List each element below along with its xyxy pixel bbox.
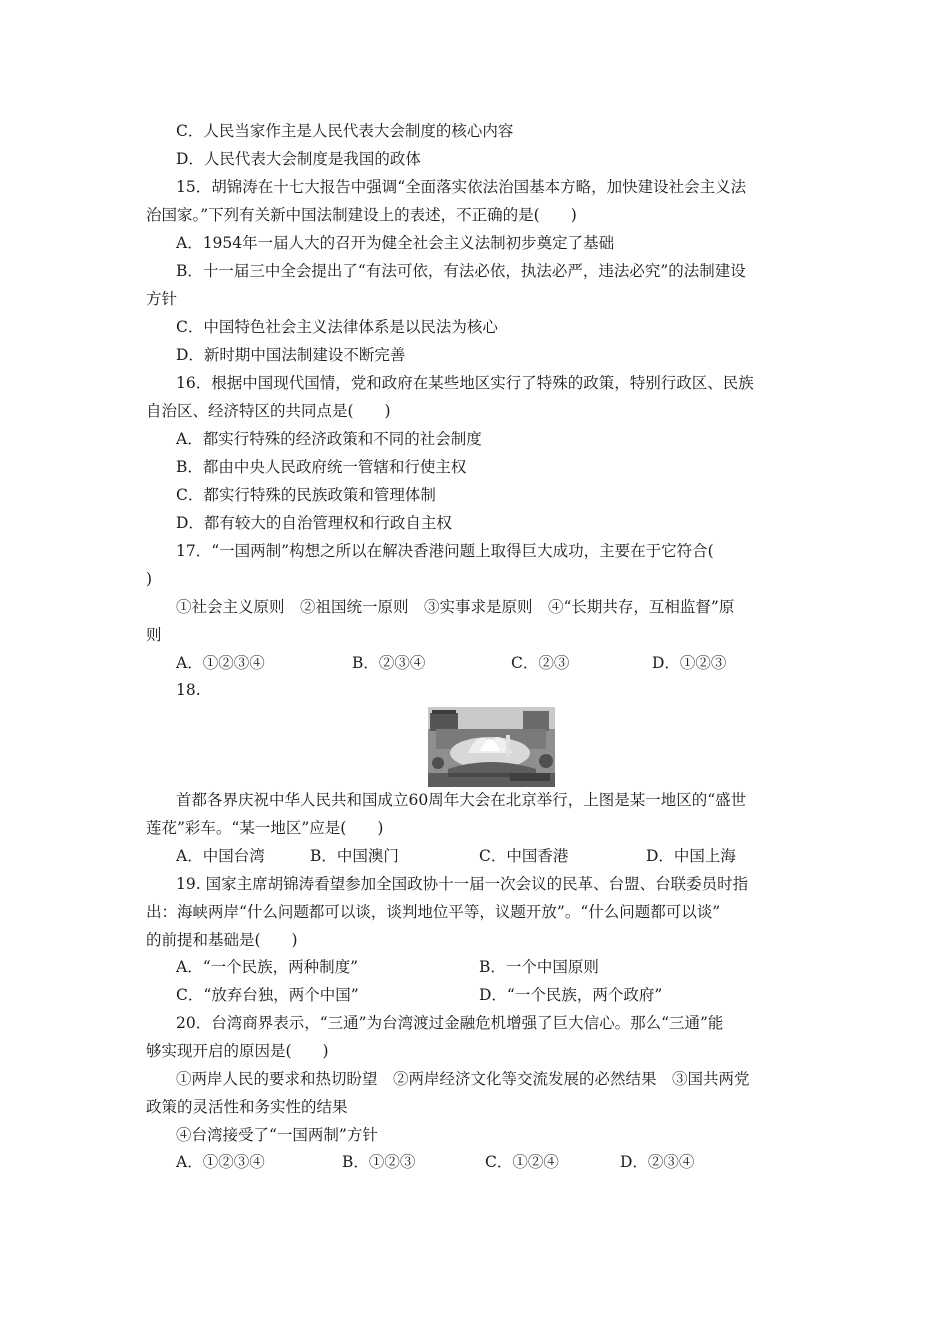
q15-option-b: B．十一届三中全会提出了“有法可依，有法必依，执法必严，违法必究”的法制建设 [176,262,746,280]
q16-option-a: A．都实行特殊的经济政策和不同的社会制度 [176,430,482,448]
lotus-float-image [428,707,555,787]
q19-option-c: C．“放弃台独，两个中国” [176,986,359,1004]
q16-option-b: B．都由中央人民政府统一管辖和行使主权 [176,458,467,476]
q15-stem-line-1: 15．胡锦涛在十七大报告中强调“全面落实依法治国基本方略，加快建设社会主义法 [176,178,747,196]
q20-items-line-3: ④台湾接受了“一国两制”方针 [176,1126,378,1144]
q15-stem-line-2: 治国家。”下列有关新中国法制建设上的表述，不正确的是( ) [146,206,577,224]
q20-option-a: A．①②③④ [176,1153,265,1171]
q20-stem-line-2: 够实现开启的原因是( ) [146,1042,329,1060]
q17-option-d: D．①②③ [652,654,727,672]
q18-number: 18. [176,681,201,699]
q17-items-line-1: ①社会主义原则 ②祖国统一原则 ③实事求是原则 ④“长期共存，互相监督”原 [176,598,735,616]
q20-option-c: C．①②④ [485,1153,559,1171]
q14-option-d: D．人民代表大会制度是我国的政体 [176,150,421,168]
q20-items-line-2: 政策的灵活性和务实性的结果 [146,1098,348,1116]
q18-option-c: C．中国香港 [479,847,569,865]
q18-stem-line-1: 首都各界庆祝中华人民共和国成立60周年大会在北京举行，上图是某一地区的“盛世 [176,791,747,809]
q16-stem-line-2: 自治区、经济特区的共同点是( ) [146,402,391,420]
q20-items-line-1: ①两岸人民的要求和热切盼望 ②两岸经济文化等交流发展的必然结果 ③国共两党 [176,1070,750,1088]
q14-option-c: C．人民当家作主是人民代表大会制度的核心内容 [176,122,514,140]
q15-option-c: C．中国特色社会主义法律体系是以民法为核心 [176,318,498,336]
q20-stem-line-1: 20．台湾商界表示，“三通”为台湾渡过金融危机增强了巨大信心。那么“三通”能 [176,1014,724,1032]
q15-option-b-cont: 方针 [146,290,178,308]
q16-option-c: C．都实行特殊的民族政策和管理体制 [176,486,436,504]
q17-stem-line-1: 17．“一国两制”构想之所以在解决香港问题上取得巨大成功，主要在于它符合( [176,542,714,560]
q19-stem-line-1: 19. 国家主席胡锦涛看望参加全国政协十一届一次会议的民革、台盟、台联委员时指 [176,875,749,893]
q18-option-d: D．中国上海 [646,847,736,865]
q17-option-b: B．②③④ [352,654,426,672]
q16-stem-line-1: 16．根据中国现代国情，党和政府在某些地区实行了特殊的政策，特别行政区、民族 [176,374,754,392]
q17-items-line-2: 则 [146,626,162,644]
q19-stem-line-3: 的前提和基础是( ) [146,931,298,949]
q19-option-a: A．“一个民族，两种制度” [176,958,359,976]
q20-option-b: B．①②③ [342,1153,416,1171]
q17-option-c: C．②③ [511,654,570,672]
lotus-float-photo [428,707,555,787]
q20-option-d: D．②③④ [620,1153,695,1171]
q16-option-d: D．都有较大的自治管理权和行政自主权 [176,514,452,532]
q17-option-a: A．①②③④ [176,654,265,672]
q18-option-a: A．中国台湾 [176,847,265,865]
q19-option-d: D．“一个民族，两个政府” [479,986,663,1004]
q17-stem-line-2: ) [146,570,153,588]
q15-option-a: A．1954年一届人大的召开为健全社会主义法制初步奠定了基础 [176,234,615,252]
q19-option-b: B．一个中国原则 [479,958,599,976]
q18-stem-line-2: 莲花”彩车。“某一地区”应是( ) [146,819,384,837]
q18-option-b: B．中国澳门 [310,847,399,865]
q19-stem-line-2: 出：海峡两岸“什么问题都可以谈，谈判地位平等，议题开放”。“什么问题都可以谈” [146,903,721,921]
q15-option-d: D．新时期中国法制建设不断完善 [176,346,406,364]
